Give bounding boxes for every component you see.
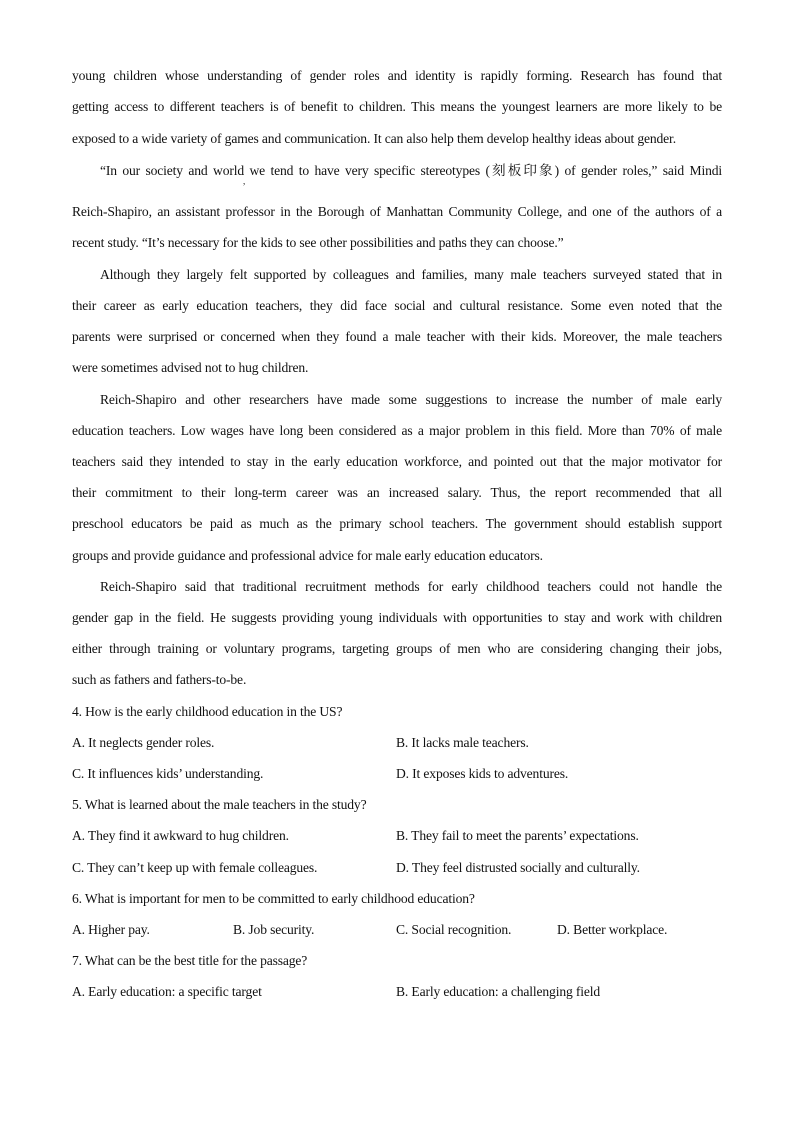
passage-line: their career as early education teachers, they did face social and cultural resistance. Some even noted that the — [72, 298, 722, 313]
passage-line: education teachers. Low wages have long been considered as a major problem in this field. More than 70% of male — [72, 423, 722, 438]
question-stem: 5. What is learned about the male teachers in the study? — [72, 797, 367, 812]
passage-line: were sometimes advised not to hug children. — [72, 360, 309, 375]
answer-option[interactable]: B. They fail to meet the parents’ expectations. — [396, 828, 639, 843]
passage-line: preschool educators be paid as much as the primary school teachers. The government should establish support — [72, 516, 722, 531]
answer-option[interactable]: D. It exposes kids to adventures. — [396, 766, 569, 781]
passage-line: either through training or voluntary programs, targeting groups of men who are considering changing their jobs, — [72, 641, 722, 656]
answer-option[interactable]: B. Job security. — [233, 922, 315, 937]
answer-option[interactable]: D. They feel distrusted socially and culturally. — [396, 860, 640, 875]
answer-option[interactable]: B. It lacks male teachers. — [396, 735, 529, 750]
question-stem: 4. How is the early childhood education in the US? — [72, 704, 343, 719]
passage-line: young children whose understanding of gender roles and identity is rapidly forming. Research has found that — [72, 68, 722, 83]
passage-line: teachers said they intended to stay in the early education workforce, and pointed out that the major motivator for — [72, 454, 722, 469]
passage-line: parents were surprised or concerned when they found a male teacher with their kids. Moreover, the male teachers — [72, 329, 722, 344]
question-stem: 6. What is important for men to be committed to early childhood education? — [72, 891, 475, 906]
answer-option[interactable]: C. It influences kids’ understanding. — [72, 766, 264, 781]
passage-line: Reich-Shapiro, an assistant professor in the Borough of Manhattan Community College, and one of the authors of a — [72, 204, 722, 219]
passage-line: their commitment to their long-term career was an increased salary. Thus, the report recommended that all — [72, 485, 722, 500]
passage-line: Reich-Shapiro said that traditional recruitment methods for early childhood teachers could not handle the — [100, 579, 722, 594]
answer-option[interactable]: A. Higher pay. — [72, 922, 150, 937]
answer-option[interactable]: B. Early education: a challenging field — [396, 984, 601, 999]
passage-line: “In our society and world we tend to have very specific stereotypes (刻板印象) of gender roles,” said Mindi — [100, 163, 722, 178]
passage-line: exposed to a wide variety of games and communication. It can also help them develop healthy ideas about gender. — [72, 131, 676, 146]
passage-line: recent study. “It’s necessary for the kids to see other possibilities and paths they can choose.” — [72, 235, 564, 250]
answer-option[interactable]: A. They find it awkward to hug children. — [72, 828, 289, 843]
passage-line: groups and provide guidance and professional advice for male early education educators. — [72, 548, 543, 563]
passage-line: Reich-Shapiro and other researchers have made some suggestions to increase the number of male early — [100, 392, 722, 407]
answer-option[interactable]: C. Social recognition. — [396, 922, 512, 937]
answer-option[interactable]: A. Early education: a specific target — [72, 984, 262, 999]
passage-line: gender gap in the field. He suggests providing young individuals with opportunities to stay and work with children — [72, 610, 722, 625]
passage-line: Although they largely felt supported by colleagues and families, many male teachers surveyed stated that in — [100, 267, 722, 282]
answer-option[interactable]: A. It neglects gender roles. — [72, 735, 215, 750]
passage-line: such as fathers and fathers-to-be. — [72, 672, 247, 687]
passage-line: getting access to different teachers is of benefit to children. This means the youngest learners are more likely to be — [72, 99, 722, 114]
answer-option[interactable]: C. They can’t keep up with female colleagues. — [72, 860, 318, 875]
stray-comma-mark: , — [243, 176, 246, 186]
answer-option[interactable]: D. Better workplace. — [557, 922, 668, 937]
question-stem: 7. What can be the best title for the passage? — [72, 953, 308, 968]
